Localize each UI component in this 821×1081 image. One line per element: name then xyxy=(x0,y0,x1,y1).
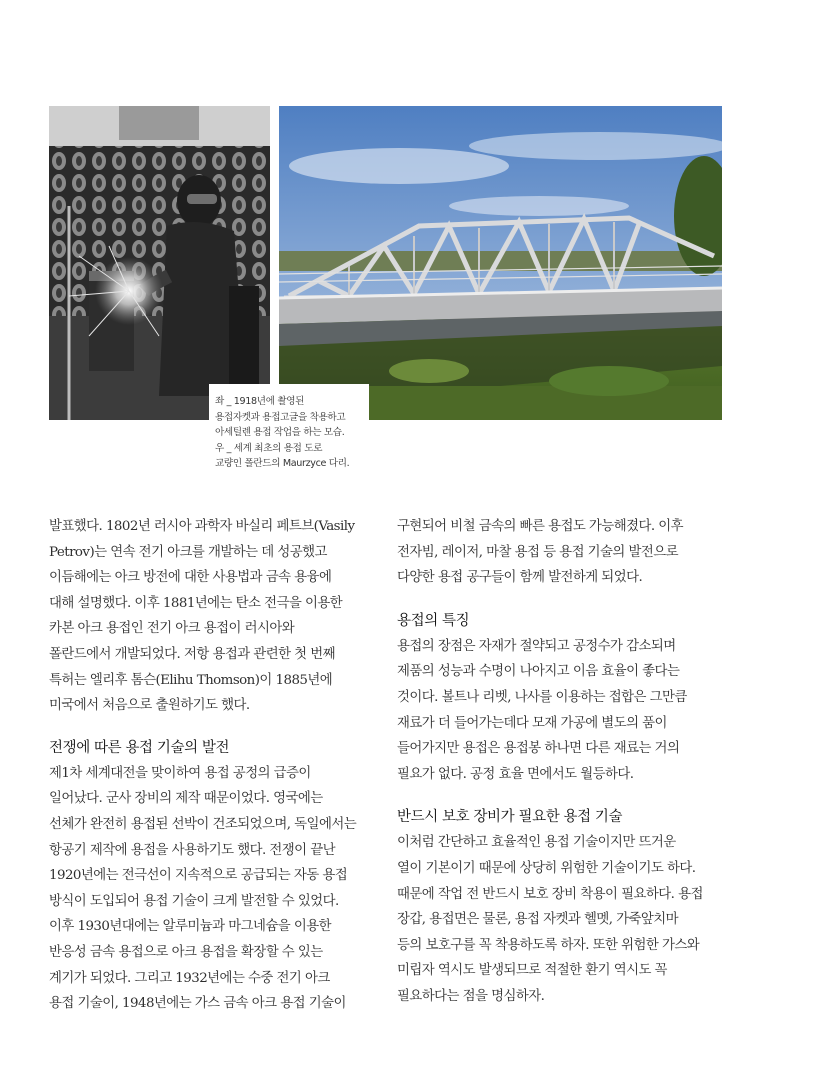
text-line: 제품의 성능과 수명이 나아지고 이음 효율이 좋다는 xyxy=(397,664,680,680)
right-column xyxy=(397,514,727,1010)
section-heading-features: 용접의 특징 xyxy=(397,612,470,629)
caption-line: 아세틸렌 용접 작업을 하는 모습. xyxy=(215,427,345,438)
text-line: 선체가 완전히 용접된 선박이 건조되었으며, 독일에서는 xyxy=(49,816,357,832)
text-line: 이후 1930년대에는 알루미늄과 마그네슘을 이용한 xyxy=(49,919,332,935)
text-line: 구현되어 비철 금속의 빠른 용접도 가능해졌다. 이후 xyxy=(397,519,684,534)
text-line: 들어가지만 용접은 용접봉 하나면 다른 재료는 거의 xyxy=(397,741,680,757)
features-paragraph xyxy=(397,634,727,788)
text-line: 제1차 세계대전을 맞이하여 용접 공정의 급증이 xyxy=(49,765,311,781)
war-welding-paragraph xyxy=(49,761,379,1017)
text-line: 이듬해에는 아크 방전에 대한 사용법과 금속 용융에 xyxy=(49,570,332,586)
safety-paragraph xyxy=(397,830,727,1009)
text-line: 이처럼 간단하고 효율적인 용접 기술이지만 뜨거운 xyxy=(397,835,676,851)
text-line: 미국에서 처음으로 출원하기도 했다. xyxy=(49,698,250,714)
text-line: 항공기 제작에 용접을 사용하기도 했다. 전쟁이 끝난 xyxy=(49,842,336,858)
text-line: 다양한 용접 공구들이 함께 발전하게 되었다. xyxy=(397,570,643,586)
text-line: 일어났다. 군사 장비의 제작 때문이었다. 영국에는 xyxy=(49,791,323,807)
text-line: 계기가 되었다. 그리고 1932년에는 수중 전기 아크 xyxy=(49,970,330,986)
photo-caption xyxy=(209,384,369,474)
historic-welder-photo xyxy=(49,106,270,420)
history-paragraph xyxy=(49,514,379,719)
text-line: 카본 아크 용접인 전기 아크 용접이 러시아와 xyxy=(49,621,295,637)
text-line: 전자빔, 레이저, 마찰 용접 등 용접 기술의 발전으로 xyxy=(397,544,679,560)
text-line: 필요하다는 점을 명심하자. xyxy=(397,988,545,1004)
caption-line: 용접자켓과 용접고글을 착용하고 xyxy=(215,411,346,423)
text-line: 1920년에는 전극선이 지속적으로 공급되는 자동 용접 xyxy=(49,868,348,884)
text-line: 용접의 장점은 자재가 절약되고 공정수가 감소되며 xyxy=(397,638,676,654)
text-line: 반응성 금속 용접으로 아크 용접을 확장할 수 있는 xyxy=(49,944,323,960)
text-line: 방식이 도입되어 용접 기술이 크게 발전할 수 있었다. xyxy=(49,893,339,909)
text-line: 대해 설명했다. 이후 1881년에는 탄소 전극을 이용한 xyxy=(49,595,343,611)
steel-truss-bridge-photo xyxy=(279,106,722,420)
section-heading-safety: 반드시 보호 장비가 필요한 용접 기술 xyxy=(397,809,623,826)
text-line: 때문에 작업 전 반드시 보호 장비 착용이 필요하다. 용접 xyxy=(397,886,703,902)
text-line: 특허는 엘리후 톰슨(Elihu Thomson)이 1885년에 xyxy=(49,672,333,688)
text-line: 장갑, 용접면은 물론, 용접 자켓과 헬멧, 가죽앞치마 xyxy=(397,912,679,928)
caption-line: 교량인 폴란드의 Maurzyce 다리. xyxy=(215,458,350,469)
text-line: 폴란드에서 개발되었다. 저항 용접과 관련한 첫 번째 xyxy=(49,646,336,662)
text-line: 등의 보호구를 꼭 착용하도록 하자. 또한 위험한 가스와 xyxy=(397,937,700,953)
text-line: 미립자 역시도 발생되므로 적절한 환기 역시도 꼭 xyxy=(397,963,667,979)
text-line: 발표했다. 1802년 러시아 과학자 바실리 페트브(Vasily xyxy=(49,519,355,534)
text-line: 것이다. 볼트나 리벳, 나사를 이용하는 접합은 그만큼 xyxy=(397,689,687,705)
caption-line: 좌 _ 1918년에 촬영된 xyxy=(215,396,305,407)
text-line: 열이 기본이기 때문에 상당히 위험한 기술이기도 하다. xyxy=(397,860,696,876)
section-heading-war-welding: 전쟁에 따른 용접 기술의 발전 xyxy=(49,739,230,756)
text-line: 필요가 없다. 공정 효율 면에서도 월등하다. xyxy=(397,766,634,782)
text-line: Petrov)는 연속 전기 아크를 개발하는 데 성공했고 xyxy=(49,544,327,560)
left-column xyxy=(49,514,379,1017)
text-line: 재료가 더 들어가는데다 모재 가공에 별도의 품이 xyxy=(397,715,667,731)
caption-line: 우 _ 세계 최초의 용접 도로 xyxy=(215,442,323,454)
continuation-paragraph xyxy=(397,514,727,591)
text-line: 용접 기술이, 1948년에는 가스 금속 아크 용접 기술이 xyxy=(49,996,346,1012)
